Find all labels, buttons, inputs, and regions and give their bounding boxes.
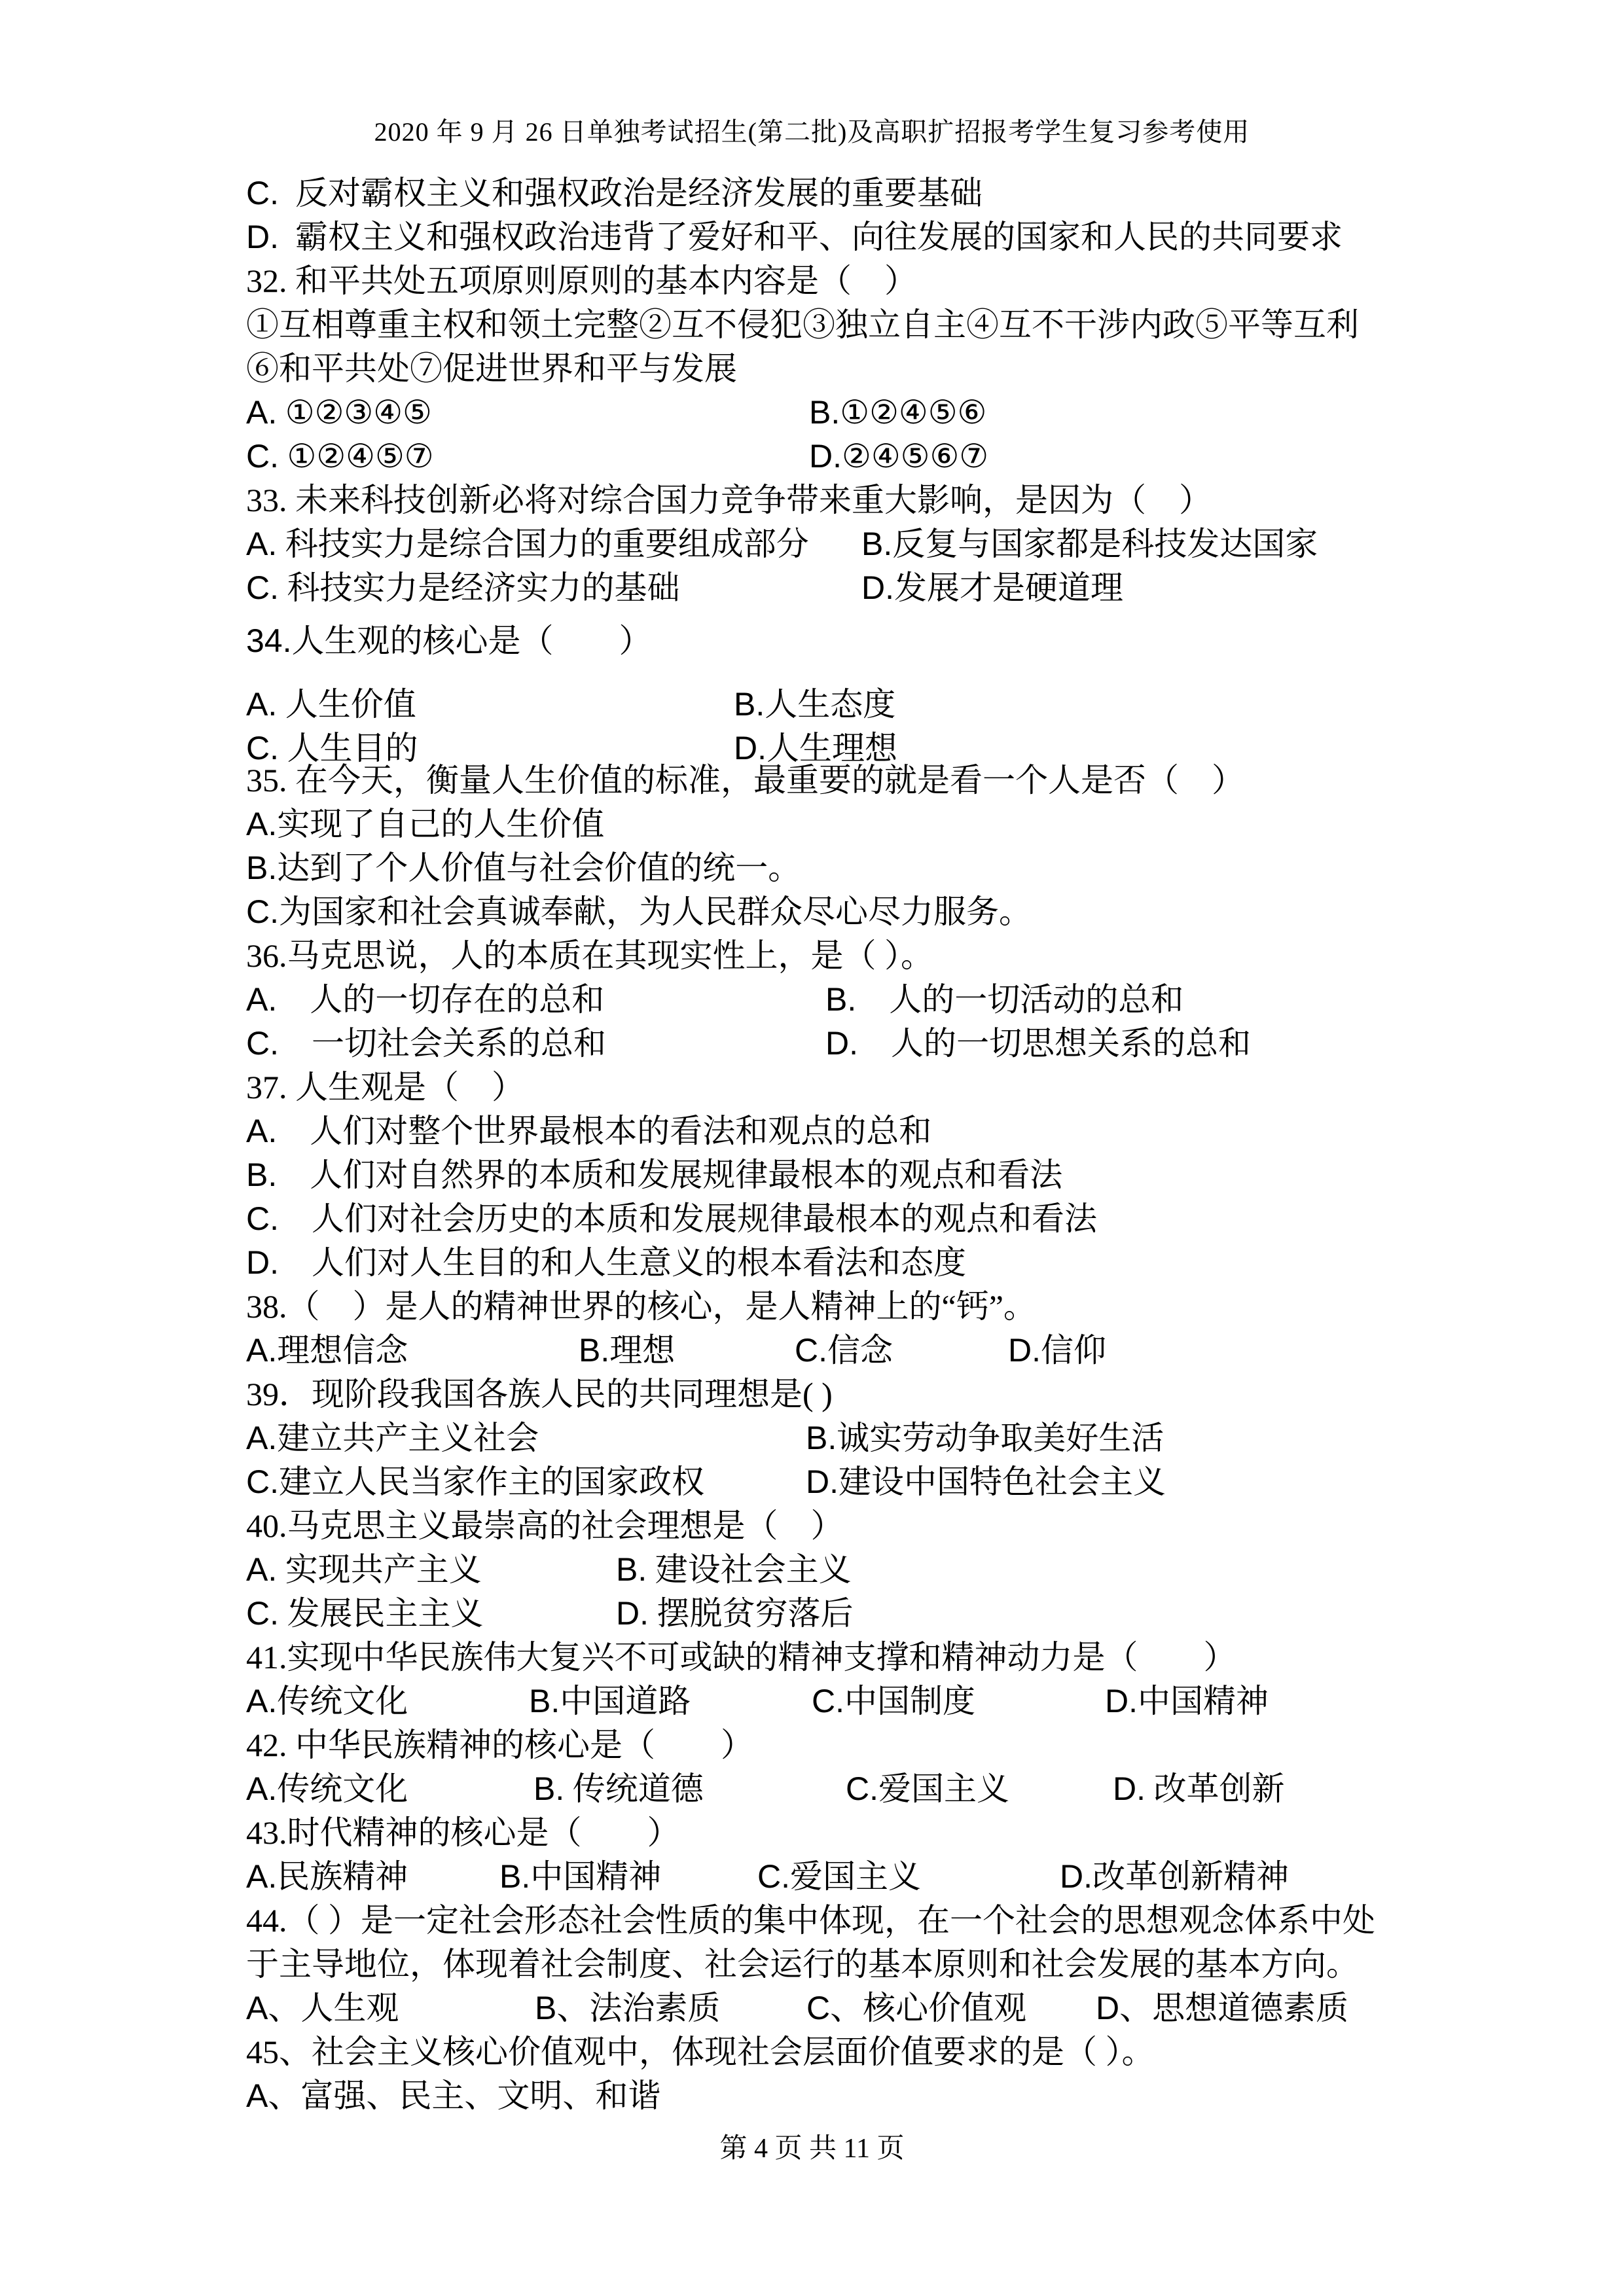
option-letter: B. bbox=[246, 1157, 278, 1193]
text-segment: B. 人的一切活动的总和 bbox=[825, 981, 1184, 1018]
option-letter: B. bbox=[529, 1683, 560, 1719]
text-segment: B.理想 bbox=[579, 1332, 676, 1369]
option-letter: A. bbox=[246, 394, 278, 431]
text-segment: ①互相尊重主权和领土完整②互不侵犯③独立自主④互不干涉内政⑤平等互利 bbox=[246, 306, 1359, 343]
text-segment: A.传统文化 bbox=[246, 1683, 408, 1719]
option-letter: A、 bbox=[246, 1990, 301, 2026]
text-segment: 于主导地位，体现着社会制度、社会运行的基本原则和社会发展的基本方向。 bbox=[246, 1946, 1359, 1982]
option-letter: B. bbox=[533, 1770, 565, 1807]
text-segment: D. 人的一切思想关系的总和 bbox=[825, 1025, 1251, 1062]
text-line bbox=[246, 1460, 1398, 1504]
text-segment: A.实现了自己的人生价值 bbox=[246, 806, 605, 842]
text-segment: C.爱国主义 bbox=[757, 1858, 921, 1895]
text-line bbox=[246, 391, 1398, 435]
option-letter: A. bbox=[246, 1551, 278, 1588]
text-segment: B. 建设社会主义 bbox=[616, 1551, 852, 1588]
text-segment: B.人生态度 bbox=[734, 686, 896, 723]
option-letter: A. bbox=[246, 1858, 278, 1895]
text-segment: D、思想道德素质 bbox=[1096, 1990, 1349, 2026]
text-line bbox=[246, 259, 1398, 303]
option-letter: B. bbox=[499, 1858, 531, 1895]
option-letter: D. bbox=[1060, 1858, 1092, 1895]
text-segment: C. 科技实力是经济实力的基础 bbox=[246, 569, 680, 606]
option-letter: D、 bbox=[1096, 1990, 1153, 2026]
text-segment: 37. 人生观是（ ） bbox=[246, 1069, 524, 1105]
text-segment: C、核心价值观 bbox=[806, 1990, 1027, 2026]
text-line bbox=[246, 1022, 1398, 1066]
text-line bbox=[246, 1197, 1398, 1241]
text-segment: 35. 在今天，衡量人生价值的标准，最重要的就是看一个人是否（ ） bbox=[246, 762, 1244, 798]
text-segment: C.为国家和社会真诚奉献，为人民群众尽心尽力服务。 bbox=[246, 893, 1032, 930]
option-letter: 34. bbox=[246, 622, 292, 659]
text-line bbox=[246, 1504, 1398, 1548]
option-letter: C、 bbox=[806, 1990, 863, 2026]
option-letter: B. bbox=[616, 1551, 647, 1588]
text-segment: A. 科技实力是综合国力的重要组成部分 bbox=[246, 526, 809, 562]
text-segment: A. ①②③④⑤ bbox=[246, 394, 432, 431]
text-segment: C. ①②④⑤⑦ bbox=[246, 438, 434, 475]
text-segment: A.民族精神 bbox=[246, 1858, 408, 1895]
text-segment: 44.（ ）是一定社会形态社会性质的集中体现，在一个社会的思想观念体系中处 bbox=[246, 1902, 1375, 1939]
option-letter: D. bbox=[806, 1463, 839, 1500]
text-line bbox=[246, 1636, 1398, 1679]
text-segment: 33. 未来科技创新必将对综合国力竞争带来重大影响，是因为（ ） bbox=[246, 482, 1212, 518]
text-line bbox=[246, 303, 1398, 347]
text-segment: D. 摆脱贫穷落后 bbox=[616, 1595, 854, 1632]
text-line bbox=[246, 1066, 1398, 1109]
text-segment: B. 传统道德 bbox=[533, 1770, 704, 1807]
text-segment: C.建立人民当家作主的国家政权 bbox=[246, 1463, 704, 1500]
option-letter: A. bbox=[246, 1332, 278, 1369]
text-line bbox=[246, 522, 1398, 566]
option-letter: B. bbox=[734, 686, 765, 723]
text-segment: 39．现阶段我国各族人民的共同理想是( ) bbox=[246, 1376, 833, 1412]
text-segment: 34.人生观的核心是（ ） bbox=[246, 622, 652, 659]
text-line bbox=[246, 802, 1398, 846]
text-line bbox=[246, 1723, 1398, 1767]
text-segment: B.诚实劳动争取美好生活 bbox=[806, 1420, 1164, 1456]
text-segment: D.中国精神 bbox=[1105, 1683, 1269, 1719]
text-line bbox=[246, 566, 1398, 610]
option-letter: A、 bbox=[246, 2077, 301, 2114]
text-segment: A.传统文化 bbox=[246, 1770, 408, 1807]
text-segment: 40.马克思主义最崇高的社会理想是（ ） bbox=[246, 1507, 844, 1544]
text-line bbox=[246, 1109, 1398, 1153]
text-line bbox=[246, 1372, 1398, 1416]
option-letter: C. bbox=[246, 1200, 279, 1237]
option-letter: C. bbox=[757, 1858, 790, 1895]
text-segment: D. 霸权主义和强权政治违背了爱好和平、向往发展的国家和人民的共同要求 bbox=[246, 219, 1343, 255]
option-letter: C. bbox=[246, 175, 279, 211]
text-line bbox=[246, 1592, 1398, 1636]
text-line bbox=[246, 347, 1398, 391]
text-segment: A、富强、民主、文明、和谐 bbox=[246, 2077, 661, 2114]
text-line bbox=[246, 1679, 1398, 1723]
text-line bbox=[246, 1943, 1398, 1986]
text-segment: B.反复与国家都是科技发达国家 bbox=[861, 526, 1318, 562]
option-letter: A. bbox=[246, 981, 278, 1018]
text-line bbox=[246, 934, 1398, 978]
text-segment: 41.实现中华民族伟大复兴不可或缺的精神支撑和精神动力是（ ） bbox=[246, 1639, 1236, 1676]
text-segment: A. 实现共产主义 bbox=[246, 1551, 482, 1588]
text-line bbox=[246, 435, 1398, 478]
text-segment: C. 人们对社会历史的本质和发展规律最根本的观点和看法 bbox=[246, 1200, 1097, 1237]
page-header: 2020 年 9 月 26 日单独考试招生(第二批)及高职扩招报考学生复习参考使用 bbox=[374, 117, 1250, 147]
text-line bbox=[246, 683, 1398, 726]
question-list bbox=[246, 171, 1398, 2118]
option-letter: C. bbox=[246, 569, 279, 606]
option-letter: A. bbox=[246, 806, 278, 842]
text-line bbox=[246, 1899, 1398, 1943]
text-segment: C. 反对霸权主义和强权政治是经济发展的重要基础 bbox=[246, 175, 983, 211]
text-segment: D.②④⑤⑥⑦ bbox=[809, 438, 989, 475]
text-line bbox=[246, 978, 1398, 1022]
text-segment: A、人生观 bbox=[246, 1990, 399, 2026]
option-letter: C. bbox=[246, 893, 279, 930]
text-segment: C.爱国主义 bbox=[846, 1770, 1009, 1807]
option-letter: A. bbox=[246, 1113, 278, 1149]
text-segment: A. 人们对整个世界最根本的看法和观点的总和 bbox=[246, 1113, 932, 1149]
text-line bbox=[246, 1767, 1398, 1811]
option-letter: C. bbox=[246, 1595, 279, 1632]
text-segment: B.达到了个人价值与社会价值的统一。 bbox=[246, 850, 801, 886]
option-letter: A. bbox=[246, 1683, 278, 1719]
text-line bbox=[246, 1241, 1398, 1285]
text-segment: 32. 和平共处五项原则原则的基本内容是（ ） bbox=[246, 262, 917, 299]
option-letter: D. bbox=[1113, 1770, 1146, 1807]
text-segment: 43.时代精神的核心是（ ） bbox=[246, 1814, 680, 1851]
option-letter: C. bbox=[246, 1463, 279, 1500]
option-letter: D. bbox=[246, 1244, 279, 1281]
text-segment: D.改革创新精神 bbox=[1060, 1858, 1289, 1895]
text-segment: D.发展才是硬道理 bbox=[861, 569, 1123, 606]
text-segment: C. 人生目的 bbox=[246, 730, 418, 766]
option-letter: D. bbox=[861, 569, 894, 606]
option-letter: D. bbox=[734, 730, 767, 766]
text-segment: B.中国道路 bbox=[529, 1683, 691, 1719]
option-letter: D. bbox=[1008, 1332, 1041, 1369]
text-line bbox=[246, 1811, 1398, 1855]
text-segment: D.人生理想 bbox=[734, 730, 897, 766]
text-line bbox=[246, 215, 1398, 259]
text-segment: A.理想信念 bbox=[246, 1332, 408, 1369]
option-letter: C. bbox=[246, 1025, 279, 1062]
text-line bbox=[246, 2030, 1398, 2074]
text-line bbox=[246, 619, 1398, 663]
option-letter: A. bbox=[246, 1770, 278, 1807]
option-letter: D. bbox=[825, 1025, 858, 1062]
option-letter: A. bbox=[246, 686, 278, 723]
option-letter: C. bbox=[795, 1332, 827, 1369]
text-segment: B.①②④⑤⑥ bbox=[809, 394, 987, 431]
text-line bbox=[246, 759, 1398, 802]
option-letter: B. bbox=[806, 1420, 837, 1456]
text-line bbox=[246, 1986, 1398, 2030]
text-segment: D.信仰 bbox=[1008, 1332, 1106, 1369]
option-letter: A. bbox=[246, 1420, 278, 1456]
text-segment: A.建立共产主义社会 bbox=[246, 1420, 539, 1456]
text-line bbox=[246, 171, 1398, 215]
text-line bbox=[246, 478, 1398, 522]
option-letter: B. bbox=[861, 526, 893, 562]
option-letter: C. bbox=[846, 1770, 878, 1807]
text-segment: 45、社会主义核心价值观中，体现社会层面价值要求的是（ ）。 bbox=[246, 2034, 1155, 2070]
text-segment: B. 人们对自然界的本质和发展规律最根本的观点和看法 bbox=[246, 1157, 1063, 1193]
text-segment: C.中国制度 bbox=[812, 1683, 975, 1719]
option-letter: B. bbox=[579, 1332, 610, 1369]
option-letter: B. bbox=[246, 850, 278, 886]
option-letter: D. bbox=[809, 438, 842, 475]
option-letter: D. bbox=[616, 1595, 649, 1632]
option-letter: C. bbox=[812, 1683, 844, 1719]
text-segment: ⑥和平共处⑦促进世界和平与发展 bbox=[246, 350, 737, 387]
text-segment: C. 发展民主主义 bbox=[246, 1595, 484, 1632]
option-letter: D. bbox=[1105, 1683, 1138, 1719]
text-segment: A. 人生价值 bbox=[246, 686, 416, 723]
text-line bbox=[246, 2074, 1398, 2118]
text-segment: B.中国精神 bbox=[499, 1858, 662, 1895]
option-letter: B. bbox=[809, 394, 840, 431]
text-segment: D. 改革创新 bbox=[1113, 1770, 1285, 1807]
text-line bbox=[246, 1855, 1398, 1899]
option-letter: D. bbox=[246, 219, 279, 255]
text-segment: A. 人的一切存在的总和 bbox=[246, 981, 605, 1018]
text-line bbox=[246, 1416, 1398, 1460]
text-segment: C.信念 bbox=[795, 1332, 893, 1369]
option-letter: A. bbox=[246, 526, 278, 562]
text-line bbox=[246, 1548, 1398, 1592]
text-line bbox=[246, 890, 1398, 934]
text-line bbox=[246, 1285, 1398, 1329]
text-segment: B、法治素质 bbox=[535, 1990, 721, 2026]
text-segment: 38.（ ）是人的精神世界的核心，是人精神上的“钙”。 bbox=[246, 1288, 1036, 1325]
text-line bbox=[246, 1153, 1398, 1197]
text-segment: 36.马克思说，人的本质在其现实性上，是（ ）。 bbox=[246, 937, 933, 974]
text-line bbox=[246, 846, 1398, 890]
text-segment: D.建设中国特色社会主义 bbox=[806, 1463, 1166, 1500]
text-line bbox=[246, 1329, 1398, 1372]
option-letter: C. bbox=[246, 730, 279, 766]
option-letter: B、 bbox=[535, 1990, 590, 2026]
option-letter: B. bbox=[825, 981, 857, 1018]
text-segment: C. 一切社会关系的总和 bbox=[246, 1025, 606, 1062]
option-letter: C. bbox=[246, 438, 279, 475]
text-segment: 42. 中华民族精神的核心是（ ） bbox=[246, 1727, 753, 1763]
page-footer: 第 4 页 共 11 页 bbox=[719, 2134, 905, 2164]
text-segment: D. 人们对人生目的和人生意义的根本看法和态度 bbox=[246, 1244, 966, 1281]
